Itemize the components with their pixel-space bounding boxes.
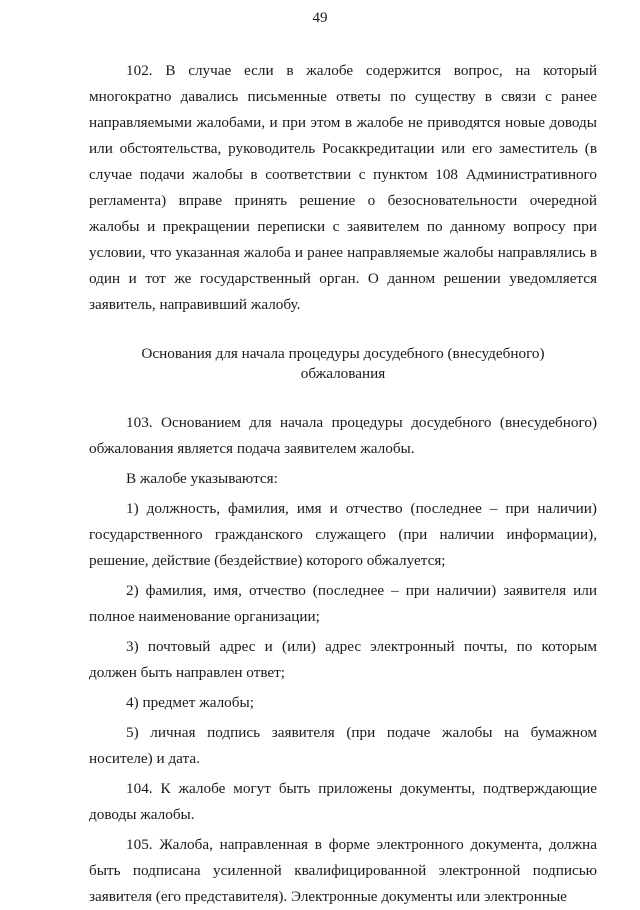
paragraph-103: 103. Основанием для начала процедуры досудебного (внесудебного) обжалования является подача заявителем жалобы.: [89, 414, 597, 457]
paragraph-intro-list: В жалобе указываются:: [126, 470, 278, 487]
list-item-4: 4) предмет жалобы;: [126, 694, 254, 711]
page-number: 49: [312, 10, 328, 26]
document-body: [89, 58, 597, 910]
section-heading-line-2: обжалования: [300, 365, 386, 382]
paragraph-102: 102. В случае если в жалобе содержится вопрос, на который многократно давались письменные ответы по существу в связи с ранее направляемыми жалобами, и при этом в жалобе не приводятся новые доводы или обстоятельства, руководитель Росаккредитации или его заместитель (в случае подачи жалобы в соответствии с пунктом 108 Административного регламента) вправе принять решение о безосновательности очередной жалобы и прекращении переписки с заявителем по данному вопросу при условии, что указанная жалоба и ранее направляемые жалобы направлялись в один и тот же государственный орган. О данном решении уведомляется заявитель, направивший жалобу.: [89, 62, 597, 313]
list-item-3: 3) почтовый адрес и (или) адрес электронный почты, по которым должен быть направлен ответ;: [89, 638, 597, 681]
list-item-1: 1) должность, фамилия, имя и отчество (последнее – при наличии) государственного гражданского служащего (при наличии информации), решение, действие (бездействие) которого обжалуется;: [89, 500, 597, 569]
list-item-5: 5) личная подпись заявителя (при подаче жалобы на бумажном носителе) и дата.: [89, 724, 597, 767]
list-item-2: 2) фамилия, имя, отчество (последнее – при наличии) заявителя или полное наименование организации;: [89, 582, 597, 625]
paragraph-104: 104. К жалобе могут быть приложены документы, подтверждающие доводы жалобы.: [89, 780, 597, 823]
section-heading: [89, 344, 597, 384]
paragraph-105: 105. Жалоба, направленная в форме электронного документа, должна быть подписана усиленной квалифицированной электронной подписью заявителя (его представителя). Электронные документы или электронные: [89, 836, 597, 905]
section-heading-line-1: Основания для начала процедуры досудебного (внесудебного): [141, 345, 545, 362]
